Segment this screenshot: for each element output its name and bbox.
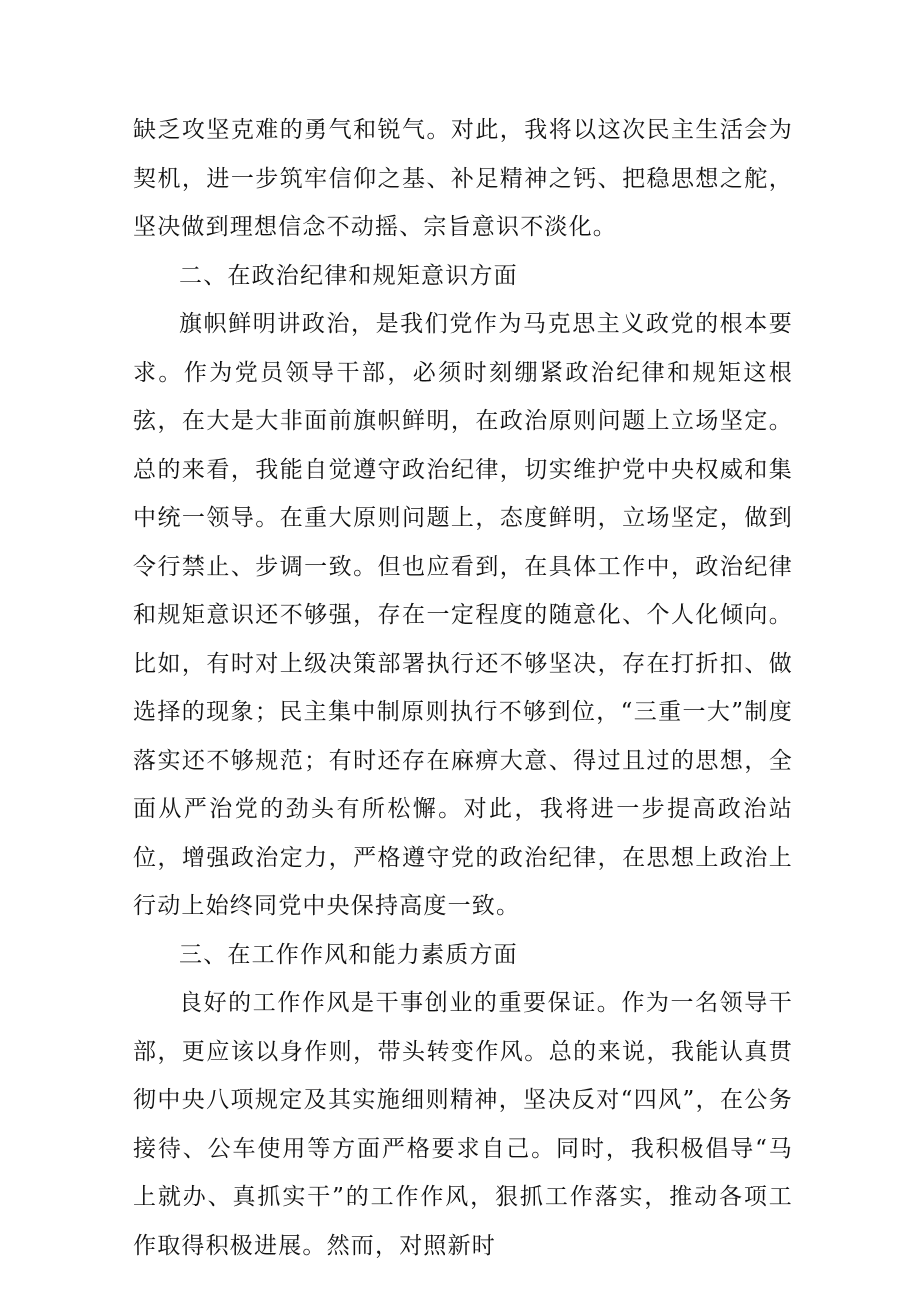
paragraph-continuation: 缺乏攻坚克难的勇气和锐气。对此，我将以这次民主生活会为契机，进一步筑牢信仰之基、补足精神之钙、把稳思想之舵，坚决做到理想信念不动摇、宗旨意识不淡化。 — [133, 117, 793, 240]
paragraph-work-style: 良好的工作作风是干事创业的重要保证。作为一名领导干部，更应该以身作则，带头转变作风。总的来说，我能认真贯彻中央八项规定及其实施细则精神，坚决反对“四风”，在公务接待、公车使用等方面严格要求自己。同时，我积极倡导“马上就办、真抓实干”的工作作风，狠抓工作落实，推动各项工作取得积极进展。然而，对照新时 — [133, 990, 793, 1259]
section-heading-political-discipline: 二、在政治纪律和规矩意识方面 — [179, 262, 518, 289]
section-heading-work-style: 三、在工作作风和能力素质方面 — [179, 941, 518, 968]
paragraph-political-discipline: 旗帜鲜明讲政治，是我们党作为马克思主义政党的根本要求。作为党员领导干部，必须时刻绷紧政治纪律和规矩这根弦，在大是大非面前旗帜鲜明，在政治原则问题上立场坚定。总的来看，我能自觉遵守政治纪律，切实维护党中央权威和集中统一领导。在重大原则问题上，态度鲜明，立场坚定，做到令行禁止、步调一致。但也应看到，在具体工作中，政治纪律和规矩意识还不够强，存在一定程度的随意化、个人化倾向。比如，有时对上级决策部署执行还不够坚决，存在打折扣、做选择的现象；民主集中制原则执行不够到位，“三重一大”制度落实还不够规范；有时还存在麻痹大意、得过且过的思想，全面从严治党的劲头有所松懈。对此，我将进一步提高政治站位，增强政治定力，严格遵守党的政治纪律，在思想上政治上行动上始终同党中央保持高度一致。 — [133, 311, 793, 919]
document-body — [133, 106, 793, 1270]
